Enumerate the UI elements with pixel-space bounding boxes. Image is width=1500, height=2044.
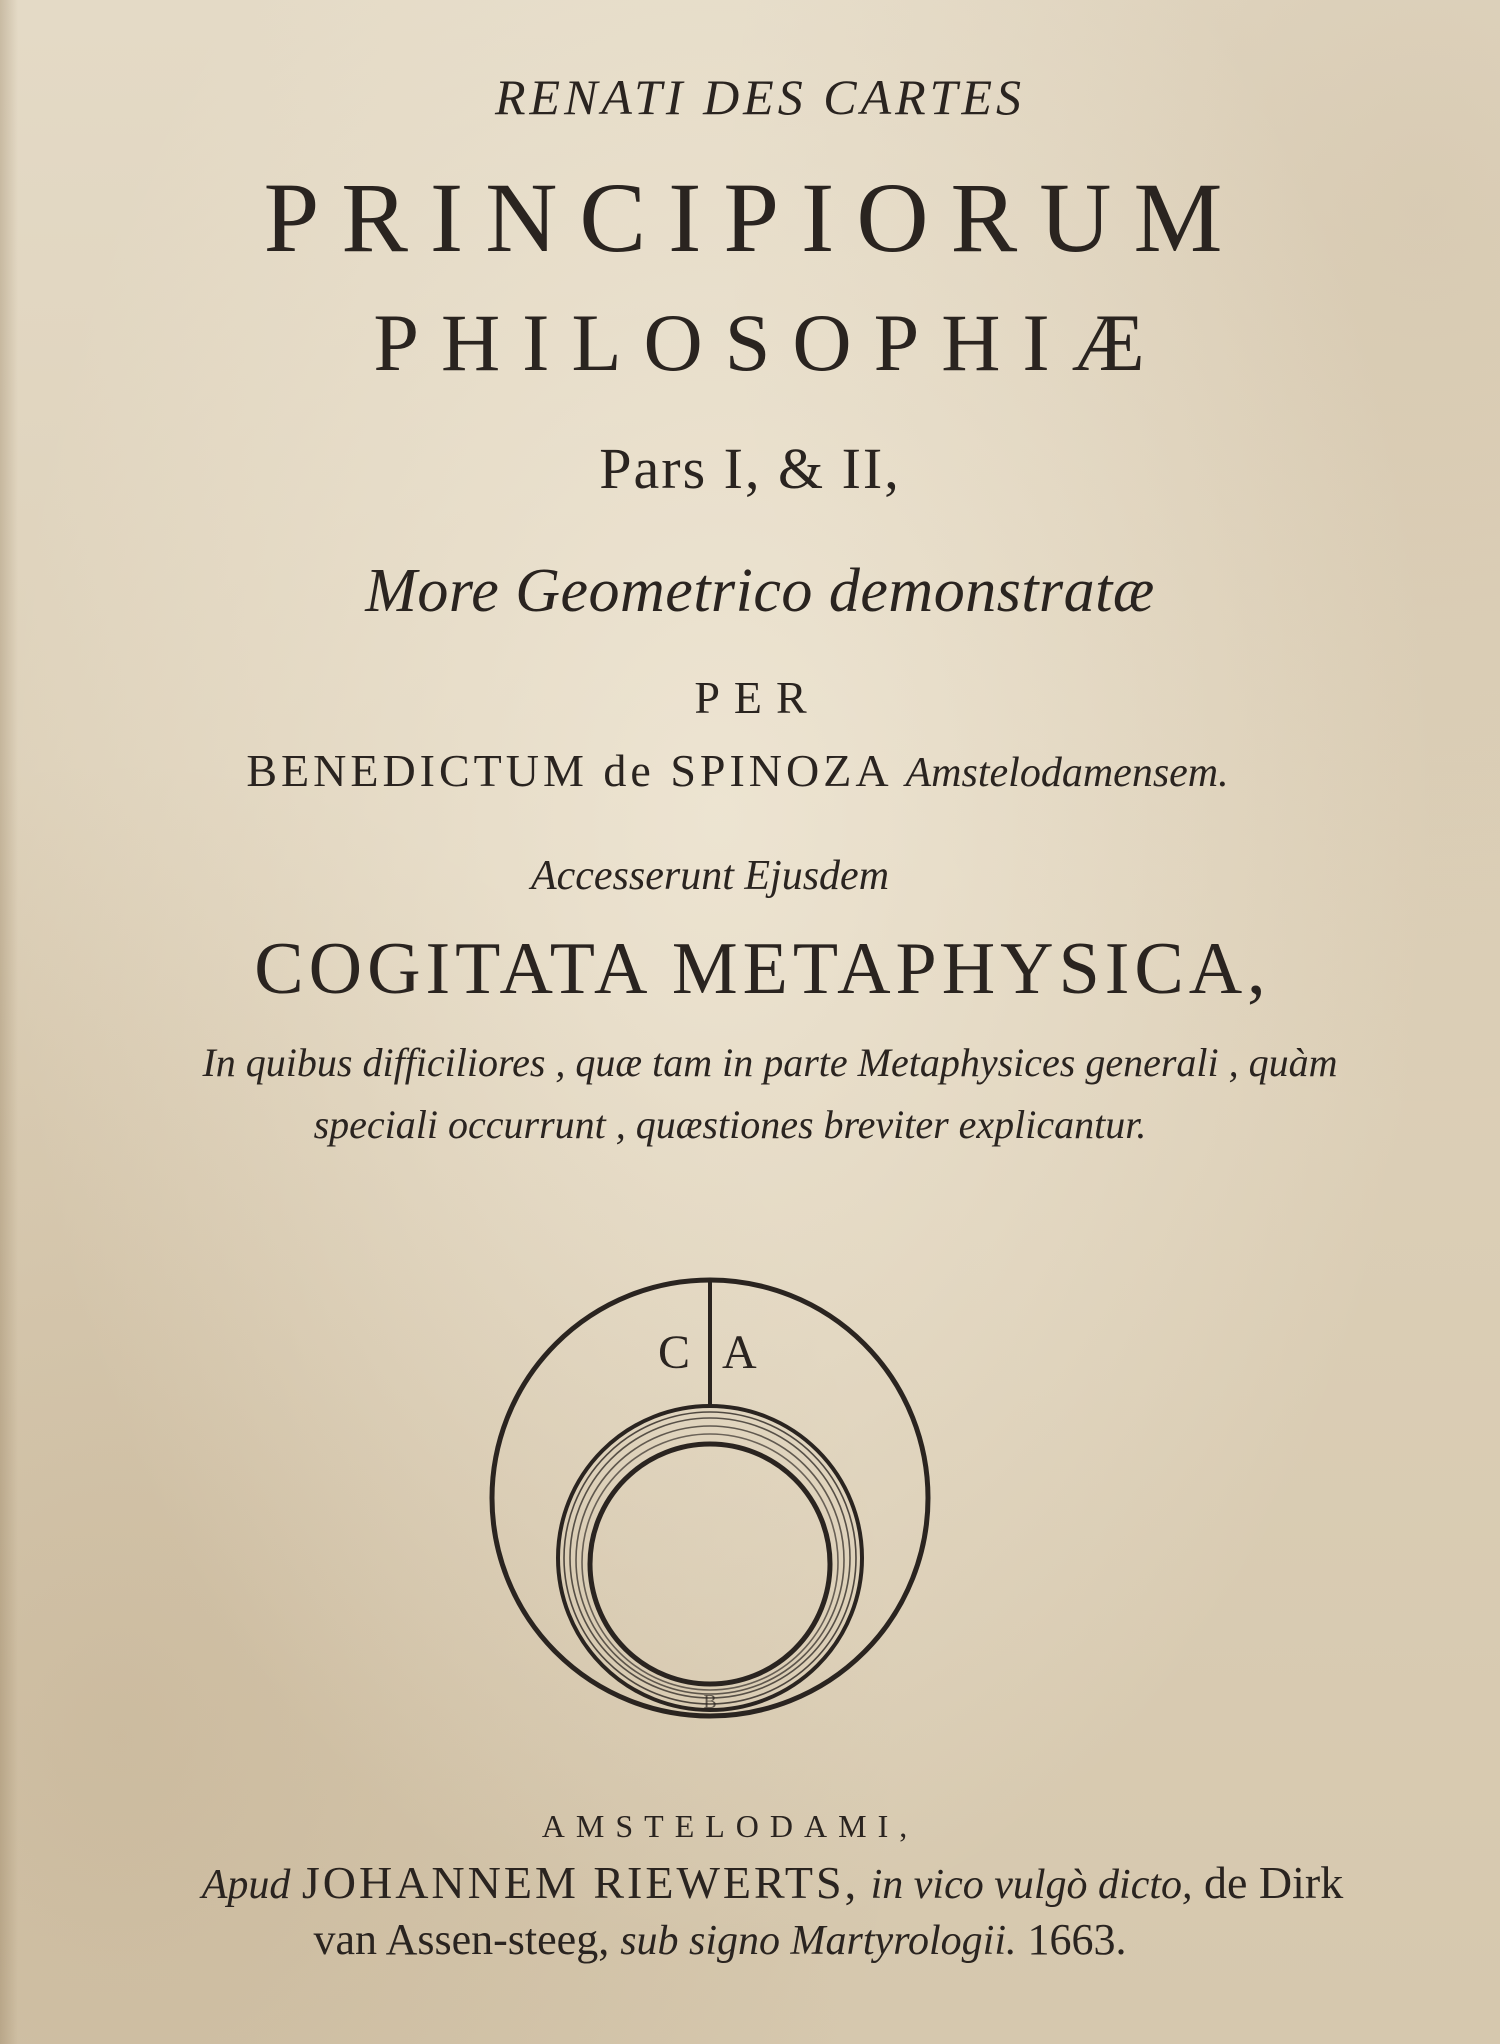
subtitle-line: More Geometrico demonstratæ (365, 557, 1155, 625)
imprint-printer: JOHANNEM RIEWERTS, (301, 1857, 860, 1908)
title-line-2: PHILOSOPHIÆ (373, 297, 1167, 388)
imprint-sign: sub signo Martyrologii. (620, 1918, 1017, 1964)
imprint-street-2: van Assen-steeg, (313, 1915, 610, 1964)
emblem-label-c: C (657, 1326, 690, 1379)
imprint-location: in vico vulgò dicto, (870, 1862, 1193, 1908)
per-line: PER (694, 672, 821, 723)
imprint-apud: Apud (201, 1862, 291, 1908)
description-line-1: In quibus difficiliores , quæ tam in parte Metaphysices generali , quàm (202, 1040, 1338, 1085)
parts-line: Pars I, & II, (599, 436, 901, 501)
imprint-line-2 (0, 1915, 1500, 1964)
imprint-city: AMSTELODAMI, (541, 1808, 919, 1844)
emblem-label-b: B (703, 1691, 717, 1713)
ring-emblem (480, 1268, 940, 1728)
author-name-line (0, 745, 1500, 796)
description-line-2: speciali occurrunt , quæstiones breviter explicantur. (313, 1102, 1147, 1147)
imprint-year: 1663. (1027, 1915, 1127, 1964)
imprint-street-1: de Dirk (1204, 1857, 1344, 1908)
author-name: BENEDICTUM de SPINOZA (246, 745, 891, 796)
author-origin: Amstelodamensem. (905, 750, 1229, 796)
title-line-1: PRINCIPIORUM (263, 162, 1245, 273)
emblem-band-outer (558, 1406, 862, 1710)
accesserunt-line: Accesserunt Ejusdem (530, 853, 890, 899)
cogitata-line: COGITATA METAPHYSICA, (254, 928, 1271, 1010)
emblem-label-a: A (722, 1326, 757, 1379)
imprint-line-1 (0, 1857, 1500, 1908)
emblem-inner-circle (590, 1444, 830, 1684)
author-line: RENATI DES CARTES (494, 69, 1025, 125)
